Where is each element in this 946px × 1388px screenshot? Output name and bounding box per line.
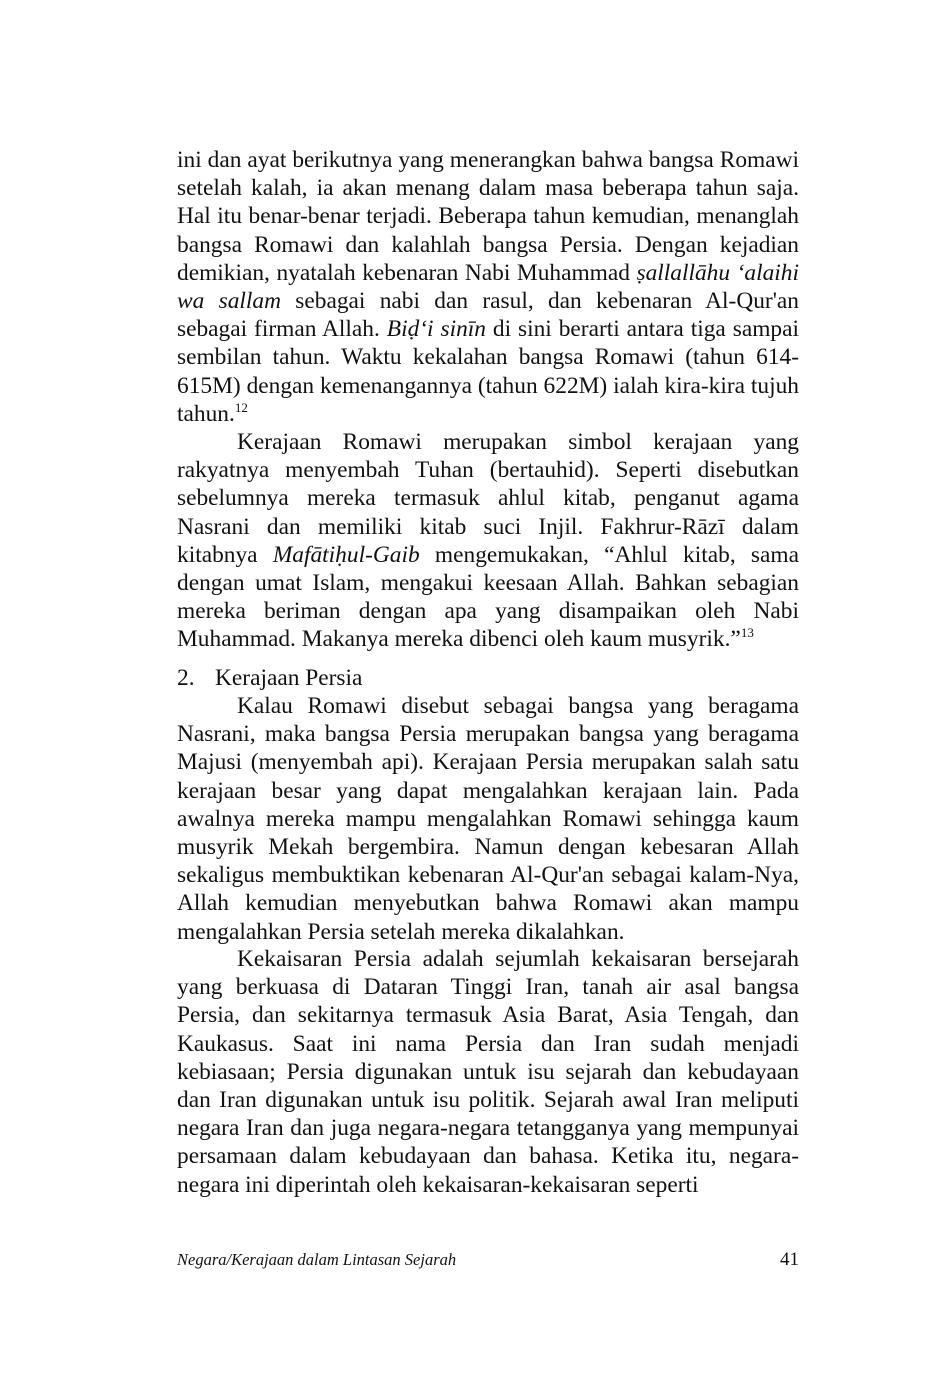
paragraph-kerajaan-romawi	[177, 428, 799, 654]
text-segment: ini dan ayat berikutnya yang menerangkan bahwa bangsa Romawi setelah kalah, ia akan menang dalam masa beberapa tahun saja. Hal itu benar-benar terjadi. Beberapa tahun kemudian, menanglah bangsa Romawi dan kalahlah bangsa Persia. Dengan kejadian demikian, nyatalah kebenaran Nabi Muhammad	[177, 147, 799, 286]
text-segment: di sini berarti antara tiga sampai sembilan tahun. Waktu kekalahan bangsa Romawi (tahun 614-615M) dengan kemenangannya (tahun 622M) ialah kira-kira tujuh tahun.	[177, 316, 799, 427]
running-footer-title: Negara/Kerajaan dalam Lintasan Sejarah	[177, 1250, 457, 1269]
paragraph-text: Kalau Romawi disebut sebagai bangsa yang beragama Nasrani, maka bangsa Persia merupakan bangsa yang beragama Majusi (menyembah api). Kerajaan Persia merupakan salah satu kerajaan besar yang dapat mengalahkan kerajaan lain. Pada awalnya mereka mampu mengalahkan Romawi sehingga kaum musyrik Mekah bergembira. Namun dengan kebesaran Allah sekaligus membuktikan kebenaran Al-Qur'an sebagai kalam-Nya, Allah kemudian menyebutkan bahwa Romawi akan mampu mengalahkan Persia setelah mereka dikalahkan.	[177, 693, 799, 945]
page-number: 41	[780, 1249, 799, 1270]
section-number: 2.	[177, 665, 195, 691]
footnote-marker-13[interactable]: 13	[740, 625, 754, 641]
text-segment: Kerajaan Romawi merupakan simbol kerajaan yang rakyatnya menyembah Tuhan (bertauhid). Seperti disebutkan sebelumnya mereka termasuk ahlul kitab, penganut agama Nasrani dan memiliki kitab suci Injil. Fakhrur-Rāzī dalam kitabnya	[177, 429, 799, 568]
footnote-marker-12[interactable]: 12	[234, 400, 248, 416]
text-segment: mengemukakan, “Ahlul kitab, sama dengan umat Islam, mengakui keesaan Allah. Bahkan sebagian mereka beriman dengan apa yang disampaikan oleh Nabi Muhammad. Makanya mereka dibenci oleh kaum musyrik.”	[177, 541, 799, 653]
paragraph-persia-majusi	[177, 692, 799, 946]
paragraph-text: Kekaisaran Persia adalah sejumlah kekaisaran bersejarah yang berkuasa di Dataran Tinggi Iran, tanah air asal bangsa Persia, dan sekitarnya termasuk Asia Barat, Asia Tengah, dan Kaukasus. Saat ini nama Persia dan Iran sudah menjadi kebiasaan; Persia digunakan untuk isu sejarah dan kebudayaan dan Iran digunakan untuk isu politik. Sejarah awal Iran meliputi negara Iran dan juga negara-negara tetangganya yang mempunyai persamaan dalam kebudayaan dan bahasa. Ketika itu, negara-negara ini diperintah oleh kekaisaran-kekaisaran seperti	[177, 946, 799, 1198]
section-title: Kerajaan Persia	[215, 665, 363, 691]
section-heading	[177, 664, 799, 692]
italic-term-bidi-sinin: Biḍ‘i sinīn	[386, 316, 486, 343]
page-footer	[177, 1249, 799, 1271]
paragraph-romawi-prophecy	[177, 146, 799, 428]
italic-term-salawat: ṣallallāhu ‘alaihi wa sallam	[177, 259, 799, 315]
text-segment: sebagai nabi dan rasul, dan kebenaran Al-Qur'an sebagai firman Allah.	[177, 288, 800, 343]
paragraph-kekaisaran-persia	[177, 945, 799, 1199]
italic-book-title: Mafātiḥul-Gaib	[272, 541, 420, 568]
